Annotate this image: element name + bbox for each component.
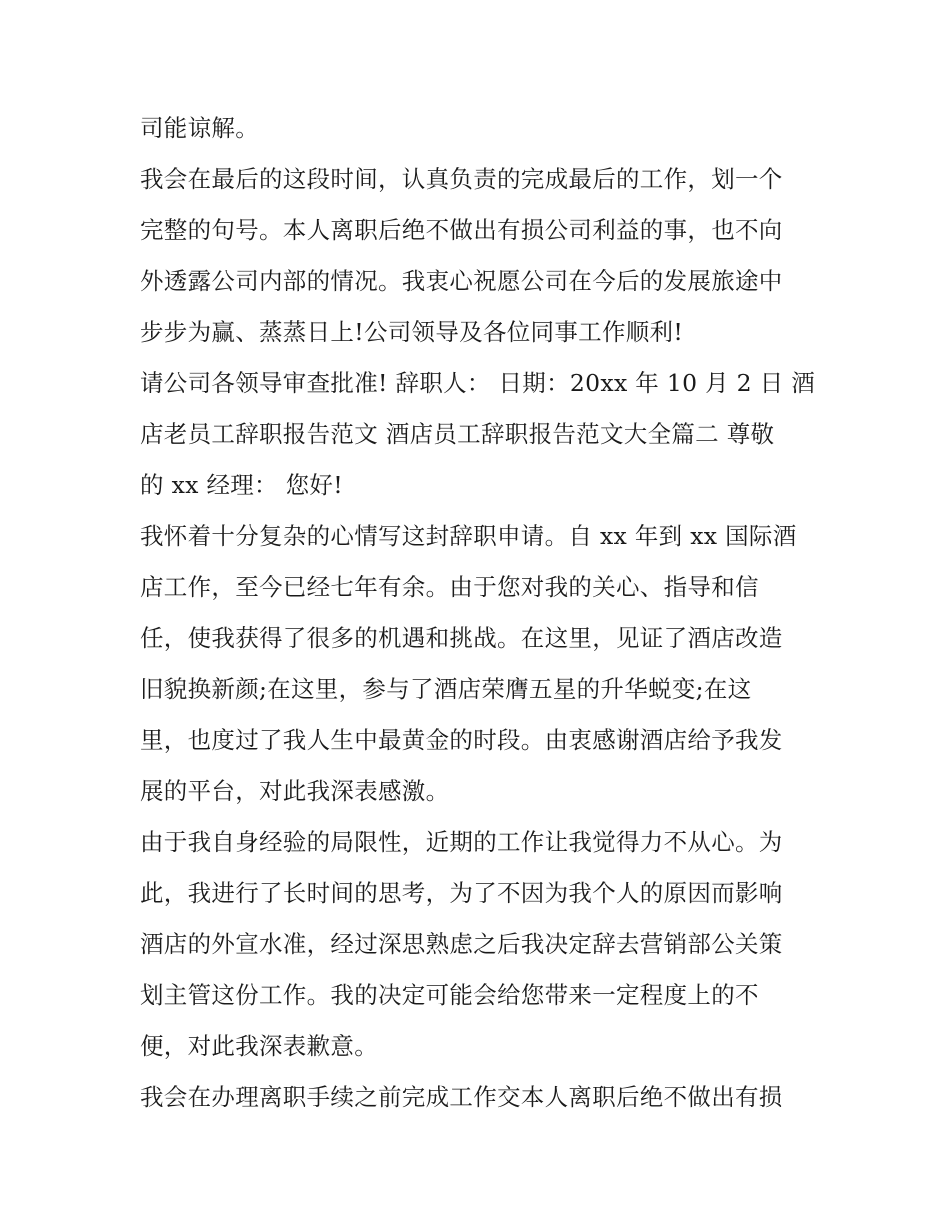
text-line: 店工作，至今已经七年有余。由于您对我的关心、指导和信 — [140, 573, 759, 601]
text-line: 展的平台，对此我深表感激。 — [140, 777, 450, 805]
text-line: 步步为赢、蒸蒸日上!公司领导及各位同事工作顺利! — [140, 318, 684, 346]
text-line: 店老员工辞职报告范文 酒店员工辞职报告范文大全篇二 尊敬 — [140, 420, 775, 448]
text-line: 由于我自身经验的局限性，近期的工作让我觉得力不从心。为 — [140, 828, 783, 856]
text-line: 请公司各领导审查批准! 辞职人： 日期：20xx 年 10 月 2 日 酒 — [140, 369, 816, 397]
text-line: 司能谅解。 — [140, 114, 259, 142]
text-line: 外透露公司内部的情况。我衷心祝愿公司在今后的发展旅途中 — [140, 267, 783, 295]
text-line: 此，我进行了长时间的思考，为了不因为我个人的原因而影响 — [140, 879, 783, 907]
text-line: 我会在最后的这段时间，认真负责的完成最后的工作，划一个 — [140, 165, 783, 193]
text-line: 酒店的外宣水准，经过深思熟虑之后我决定辞去营销部公关策 — [140, 930, 783, 958]
text-line: 我怀着十分复杂的心情写这封辞职申请。自 xx 年到 xx 国际酒 — [140, 522, 797, 550]
text-line: 我会在办理离职手续之前完成工作交本人离职后绝不做出有损 — [140, 1083, 783, 1111]
text-line: 便，对此我深表歉意。 — [140, 1032, 378, 1060]
text-line: 旧貌换新颜;在这里，参与了酒店荣膺五星的升华蜕变;在这 — [140, 675, 752, 703]
document-body — [140, 103, 820, 1123]
text-line: 里，也度过了我人生中最黄金的时段。由衷感谢酒店给予我发 — [140, 726, 783, 754]
text-line: 划主管这份工作。我的决定可能会给您带来一定程度上的不 — [140, 981, 759, 1009]
text-line: 任，使我获得了很多的机遇和挑战。在这里，见证了酒店改造 — [140, 624, 783, 652]
text-line: 完整的句号。本人离职后绝不做出有损公司利益的事，也不向 — [140, 216, 783, 244]
text-line: 的 xx 经理： 您好! — [140, 471, 343, 499]
